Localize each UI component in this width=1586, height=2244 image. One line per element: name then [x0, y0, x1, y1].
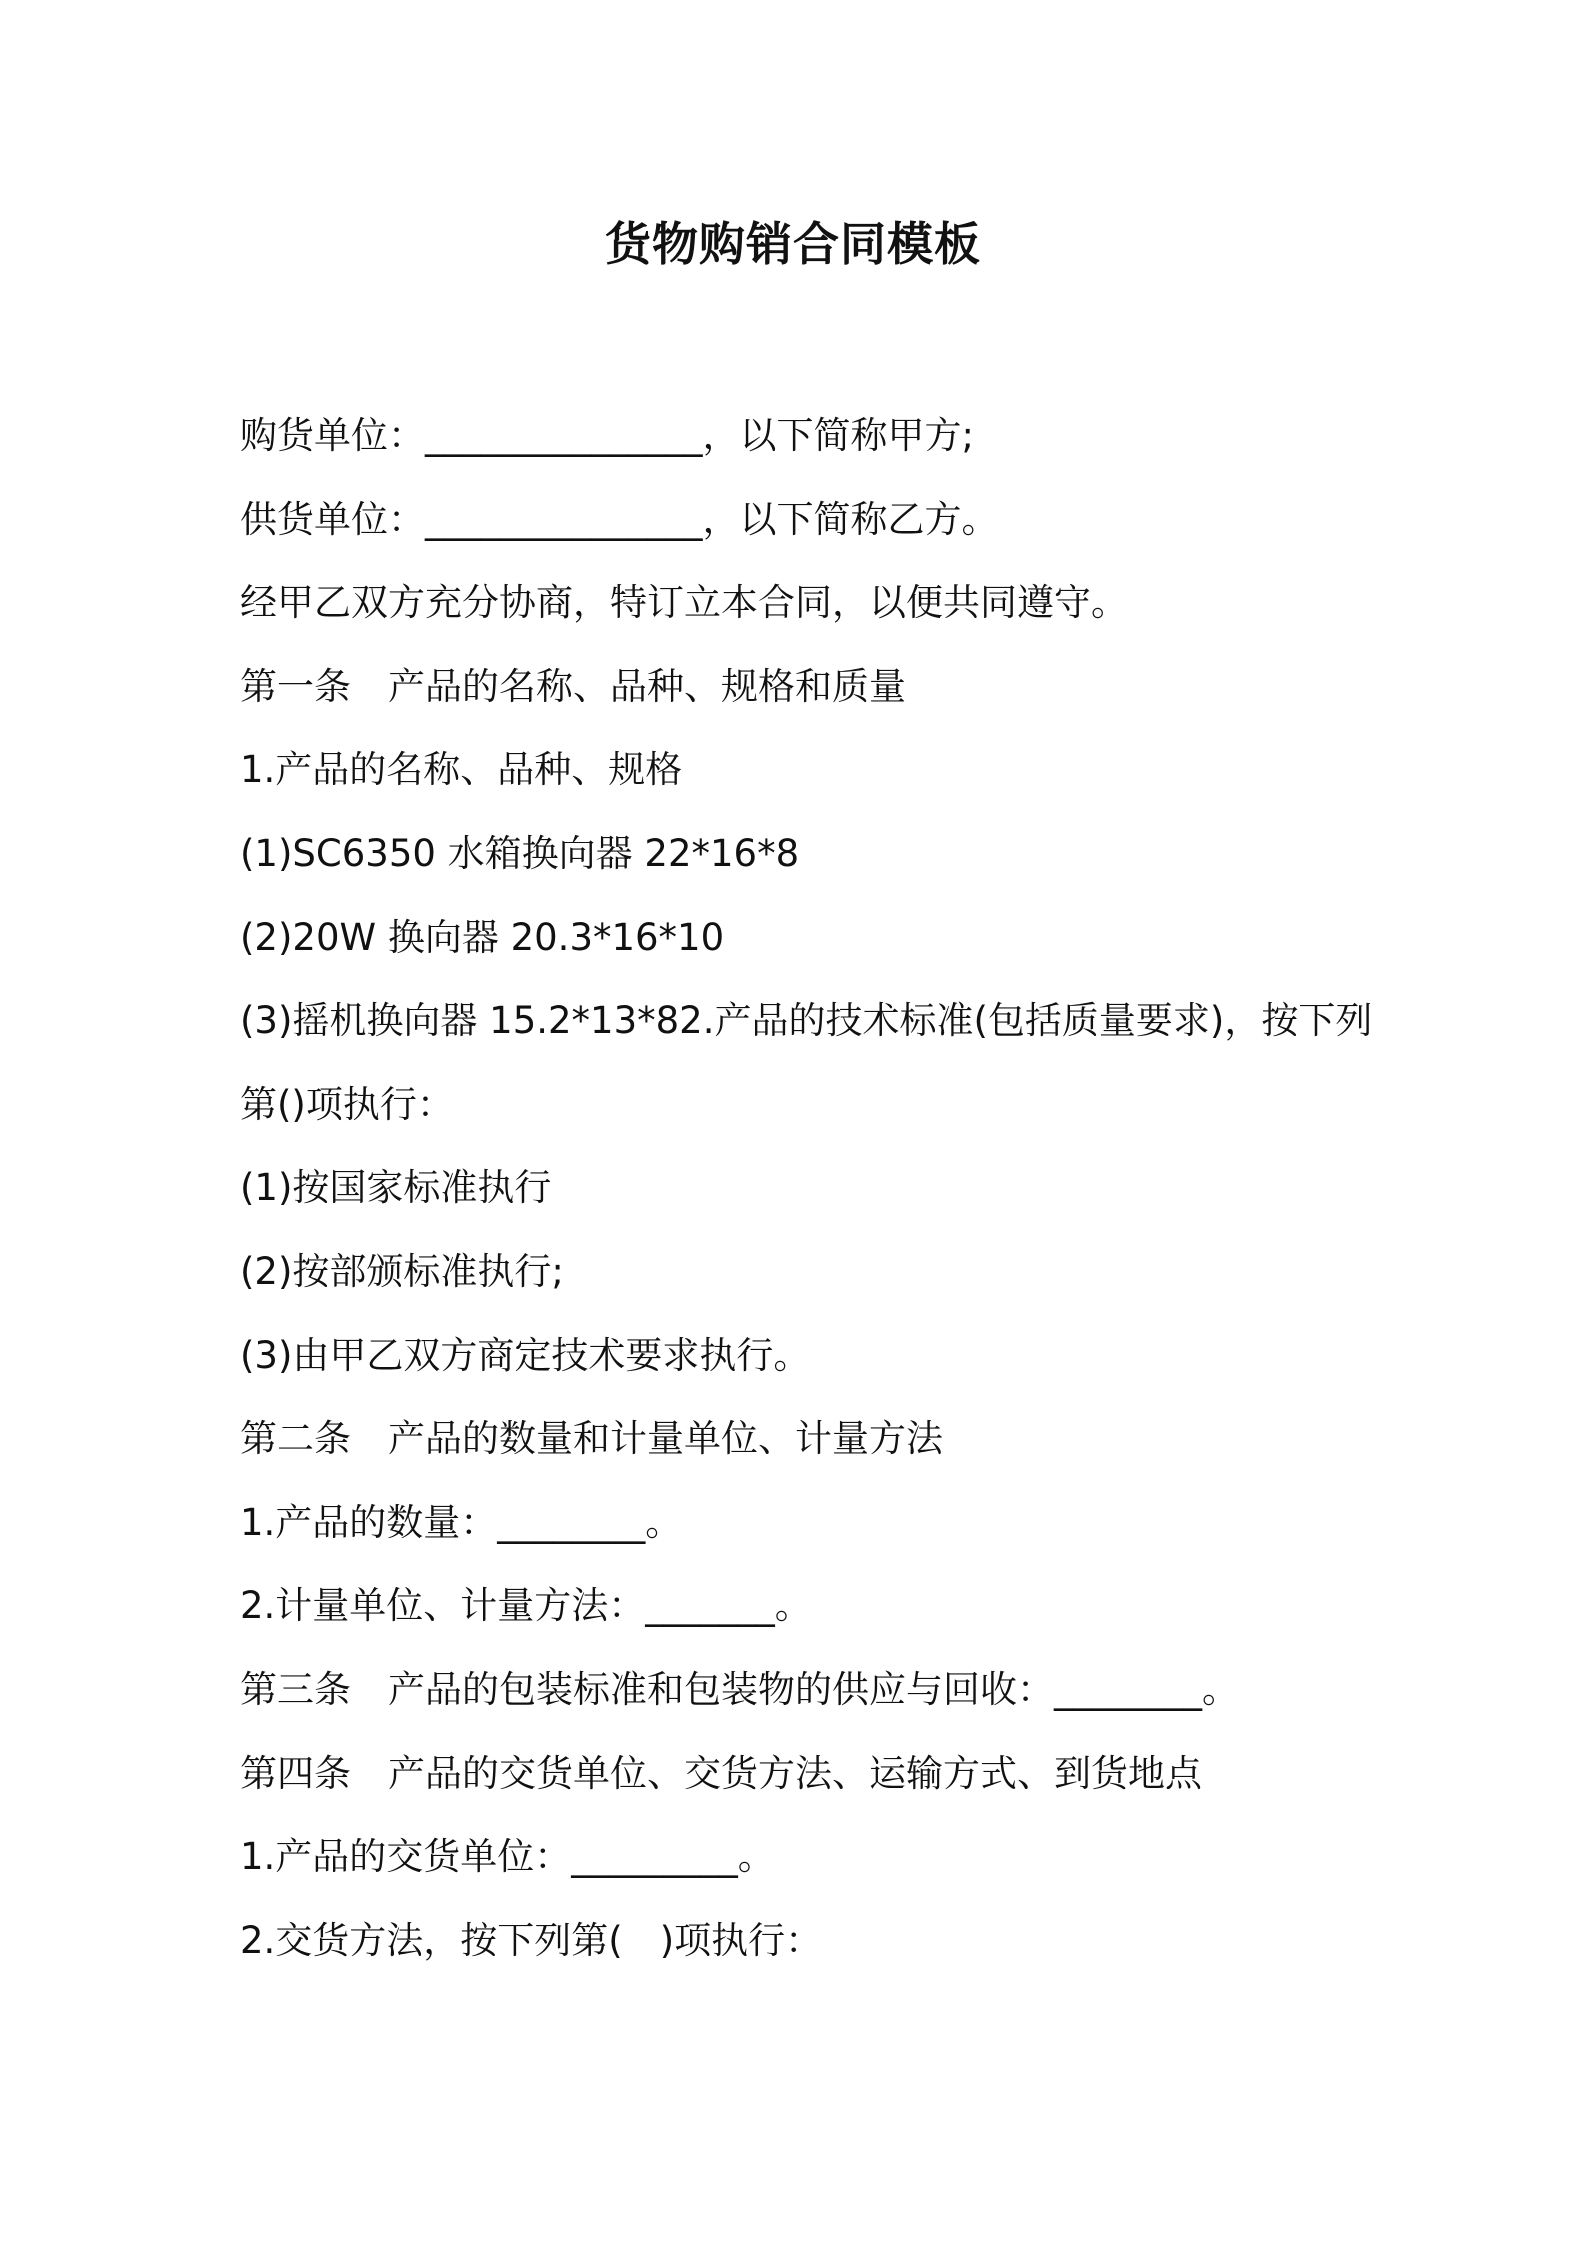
article-4-heading: 第四条 产品的交货单位、交货方法、运输方式、到货地点	[240, 1751, 1202, 1795]
measurement-line: 2.计量单位、计量方法：_______。	[240, 1584, 812, 1628]
agreement-statement: 经甲乙双方充分协商，特订立本合同，以便共同遵守。	[240, 581, 1128, 625]
quantity-line: 1.产品的数量：________。	[240, 1500, 683, 1544]
supplier-line: 供货单位：_______________，以下简称乙方。	[240, 497, 999, 541]
standard-option-1: (1)按国家标准执行	[240, 1166, 552, 1210]
delivery-unit-line: 1.产品的交货单位：_________。	[240, 1835, 775, 1879]
product-spec-2: (2)20W 换向器 20.3*16*10	[240, 915, 725, 959]
article-1-item-1: 1.产品的名称、品种、规格	[240, 748, 683, 792]
buyer-line: 购货单位：_______________，以下简称甲方;	[240, 414, 974, 457]
article-2-heading: 第二条 产品的数量和计量单位、计量方法	[240, 1417, 943, 1461]
standard-option-2: (2)按部颁标准执行;	[240, 1249, 564, 1293]
article-3-line: 第三条 产品的包装标准和包装物的供应与回收：________。	[240, 1667, 1239, 1711]
document-title: 货物购销合同模板	[605, 217, 981, 271]
article-1-heading: 第一条 产品的名称、品种、规格和质量	[240, 664, 906, 708]
delivery-method-line: 2.交货方法，按下列第( )项执行：	[240, 1918, 823, 1962]
contract-body	[240, 406, 1420, 1994]
standard-selection-line: 第()项执行：	[240, 1082, 454, 1126]
product-spec-3: (3)摇机换向器 15.2*13*82.产品的技术标准(包括质量要求)，按下列	[240, 999, 1373, 1043]
product-spec-1: (1)SC6350 水箱换向器 22*16*8	[240, 831, 800, 875]
standard-option-3: (3)由甲乙双方商定技术要求执行。	[240, 1333, 811, 1377]
